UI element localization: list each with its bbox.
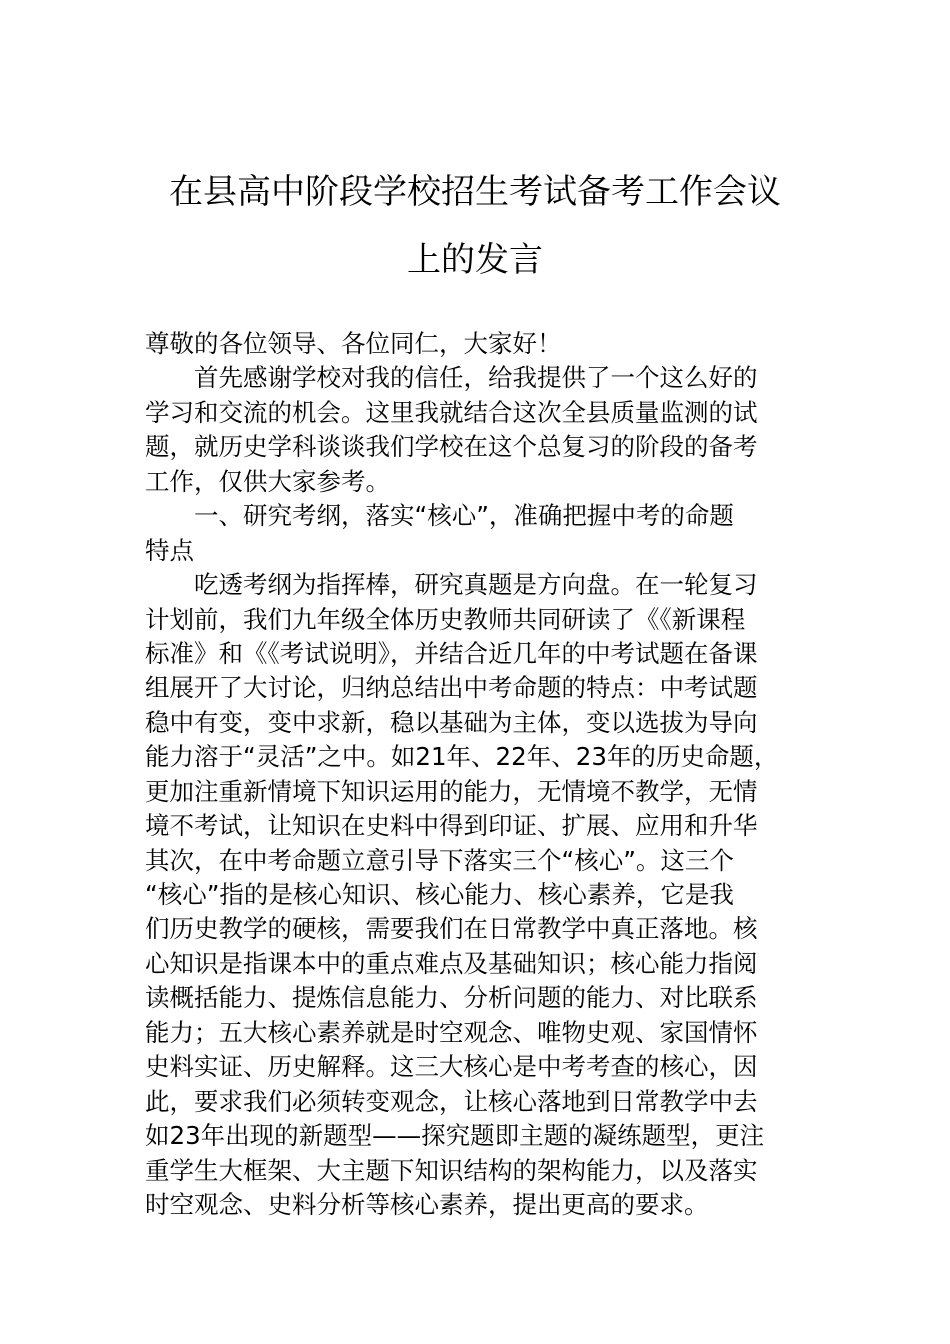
body-line: 工作，仅供大家参考。 bbox=[145, 466, 390, 496]
speech-body bbox=[145, 327, 815, 1222]
body-line: 尊敬的各位领导、各位同仁，大家好！ bbox=[145, 329, 562, 358]
body-line: 其次，在中考命题立意引导下落实三个“核心”。这三个 bbox=[145, 845, 734, 875]
section-heading-line: 一、研究考纲，落实“核心”，准确把握中考的命题 bbox=[145, 501, 734, 531]
body-line: 能力；五大核心素养就是时空观念、唯物史观、家国情怀 bbox=[145, 1017, 758, 1047]
body-line: 如23年出现的新题型——探究题即主题的凝练题型，更注 bbox=[145, 1121, 765, 1151]
body-line: 史料实证、历史解释。这三大核心是中考考查的核心，因 bbox=[145, 1052, 758, 1082]
body-line: 心知识是指课本中的重点难点及基础知识；核心能力指阅 bbox=[145, 948, 758, 978]
body-line: 重学生大框架、大主题下知识结构的架构能力，以及落实 bbox=[145, 1155, 758, 1185]
body-line: 时空观念、史料分析等核心素养，提出更高的要求。 bbox=[145, 1189, 709, 1219]
body-line: 稳中有变，变中求新，稳以基础为主体，变以选拔为导向 bbox=[145, 707, 758, 737]
body-line: 组展开了大讨论，归纳总结出中考命题的特点：中考试题 bbox=[145, 673, 758, 703]
body-line: 学习和交流的机会。这里我就结合这次全县质量监测的试 bbox=[145, 397, 758, 427]
title-line-2: 上的发言 bbox=[407, 240, 543, 280]
body-line: 读概括能力、提炼信息能力、分析问题的能力、对比联系 bbox=[145, 983, 758, 1013]
body-line: 能力溶于“灵活”之中。如21年、22年、23年的历史命题， bbox=[145, 742, 779, 772]
body-line: 标准》和《《考试说明》，并结合近几年的中考试题在备课 bbox=[145, 638, 758, 668]
body-line: 题，就历史学科谈谈我们学校在这个总复习的阶段的备考 bbox=[145, 432, 758, 462]
section-heading-line: 特点 bbox=[145, 535, 194, 565]
body-line: 们历史教学的硬核，需要我们在日常教学中真正落地。核 bbox=[145, 914, 758, 944]
body-line: 首先感谢学校对我的信任，给我提供了一个这么好的 bbox=[145, 363, 758, 393]
body-line: 更加注重新情境下知识运用的能力，无情境不教学，无情 bbox=[145, 776, 758, 806]
body-line: 计划前，我们九年级全体历史教师共同研读了《《新课程 bbox=[145, 604, 746, 634]
title-line-1: 在县高中阶段学校招生考试备考工作会议 bbox=[169, 172, 781, 212]
body-line: “核心”指的是核心知识、核心能力、核心素养，它是我 bbox=[145, 880, 734, 909]
body-line: 境不考试，让知识在史料中得到印证、扩展、应用和升华 bbox=[145, 811, 758, 841]
body-line: 此，要求我们必须转变观念，让核心落地到日常教学中去 bbox=[145, 1086, 758, 1116]
body-line: 吃透考纲为指挥棒，研究真题是方向盘。在一轮复习 bbox=[145, 570, 758, 600]
